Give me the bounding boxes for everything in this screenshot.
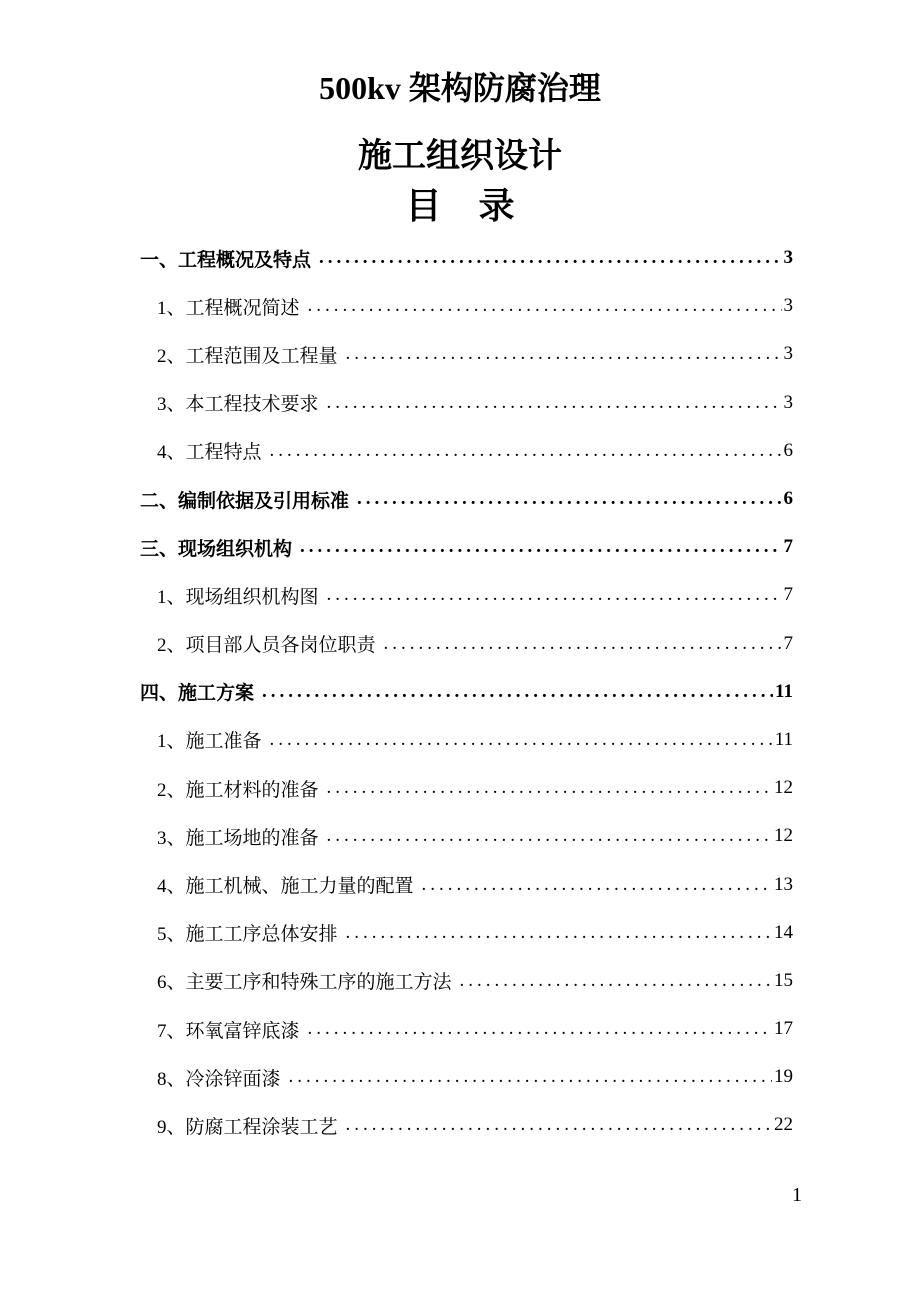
toc-entry-label: 1、工程概况简述 (157, 297, 300, 319)
toc-entry-label: 2、施工材料的准备 (157, 779, 319, 801)
toc-entry-page: 7 (783, 536, 793, 558)
toc-entry-page: 12 (774, 825, 793, 847)
toc-dot-leader (327, 583, 782, 607)
toc-entry-label: 6、主要工序和特殊工序的施工方法 (157, 972, 452, 994)
toc-entry[interactable] (140, 909, 793, 957)
toc-entry-page: 19 (774, 1066, 793, 1088)
toc-dot-leader (327, 776, 772, 800)
toc-entry-page: 15 (774, 969, 793, 991)
toc-dot-leader (308, 1017, 772, 1041)
toc-entry-page: 17 (774, 1018, 793, 1040)
toc-dot-leader (270, 439, 782, 463)
toc-entry-page: 6 (783, 439, 793, 461)
toc-entry[interactable] (140, 620, 793, 668)
toc-entry-page: 7 (783, 632, 793, 654)
toc-entry[interactable] (140, 523, 793, 571)
toc-entry-page: 11 (775, 680, 793, 702)
toc-entry-page: 3 (783, 295, 793, 317)
toc-entry[interactable] (140, 282, 793, 330)
toc-entry-page: 3 (783, 343, 793, 365)
toc-entry-label: 2、项目部人员各岗位职责 (157, 635, 376, 657)
toc-entry[interactable] (140, 234, 793, 282)
toc-entry[interactable] (140, 330, 793, 378)
toc-entry-label: 3、施工场地的准备 (157, 827, 319, 849)
toc-entry[interactable] (140, 1101, 793, 1149)
toc-entry-page: 3 (783, 247, 793, 269)
toc-entry[interactable] (140, 1005, 793, 1053)
toc-entry-page: 3 (783, 391, 793, 413)
toc-entry-label: 三、现场组织机构 (140, 538, 293, 560)
toc-dot-leader (346, 1113, 772, 1137)
toc-entry-label: 5、施工工序总体安排 (157, 924, 338, 946)
toc-entry[interactable] (140, 716, 793, 764)
toc-entry-label: 4、工程特点 (157, 442, 262, 464)
toc-entry-label: 7、环氧富锌底漆 (157, 1020, 300, 1042)
toc-entry-label: 一、工程概况及特点 (140, 249, 312, 271)
toc-entry-page: 7 (783, 584, 793, 606)
toc-dot-leader (327, 391, 782, 415)
toc-dot-leader (346, 921, 772, 945)
toc-entry-page: 14 (774, 921, 793, 943)
toc-entry[interactable] (140, 812, 793, 860)
page-number: 1 (792, 1184, 802, 1206)
toc-entry[interactable] (140, 957, 793, 1005)
toc-entry-label: 二、编制依据及引用标准 (140, 490, 350, 512)
toc-entry[interactable] (140, 860, 793, 908)
toc-entry[interactable] (140, 1053, 793, 1101)
toc-entry-label: 3、本工程技术要求 (157, 394, 319, 416)
toc-dot-leader (327, 824, 772, 848)
toc-entry[interactable] (140, 427, 793, 475)
toc-entry-label: 4、施工机械、施工力量的配置 (157, 876, 414, 898)
toc-dot-leader (422, 873, 772, 897)
document-subtitle: 施工组织设计 (358, 138, 562, 175)
toc-entry-label: 8、冷涂锌面漆 (157, 1068, 281, 1090)
toc-entry-page: 13 (774, 873, 793, 895)
table-of-contents (140, 234, 793, 1150)
toc-dot-leader (262, 680, 773, 704)
document-title: 500kv 架构防腐治理 (319, 70, 601, 106)
toc-dot-leader (289, 1065, 772, 1089)
toc-dot-leader (357, 487, 781, 511)
toc-heading: 目 录 (405, 186, 529, 226)
toc-dot-leader (270, 728, 773, 752)
toc-entry-page: 22 (774, 1114, 793, 1136)
toc-entry[interactable] (140, 475, 793, 523)
toc-entry[interactable] (140, 668, 793, 716)
toc-entry-label: 9、防腐工程涂装工艺 (157, 1116, 338, 1138)
toc-entry-page: 11 (774, 728, 793, 750)
toc-entry[interactable] (140, 379, 793, 427)
toc-entry-label: 1、现场组织机构图 (157, 586, 319, 608)
toc-dot-leader (300, 535, 781, 559)
toc-entry-page: 12 (774, 777, 793, 799)
toc-entry[interactable] (140, 571, 793, 619)
toc-entry[interactable] (140, 764, 793, 812)
toc-dot-leader (308, 294, 782, 318)
toc-entry-label: 1、施工准备 (157, 731, 262, 753)
toc-dot-leader (346, 342, 782, 366)
toc-dot-leader (384, 632, 782, 656)
toc-entry-page: 6 (783, 488, 793, 510)
toc-dot-leader (460, 969, 772, 993)
toc-entry-label: 四、施工方案 (140, 683, 255, 705)
toc-entry-label: 2、工程范围及工程量 (157, 345, 338, 367)
toc-dot-leader (319, 246, 781, 270)
